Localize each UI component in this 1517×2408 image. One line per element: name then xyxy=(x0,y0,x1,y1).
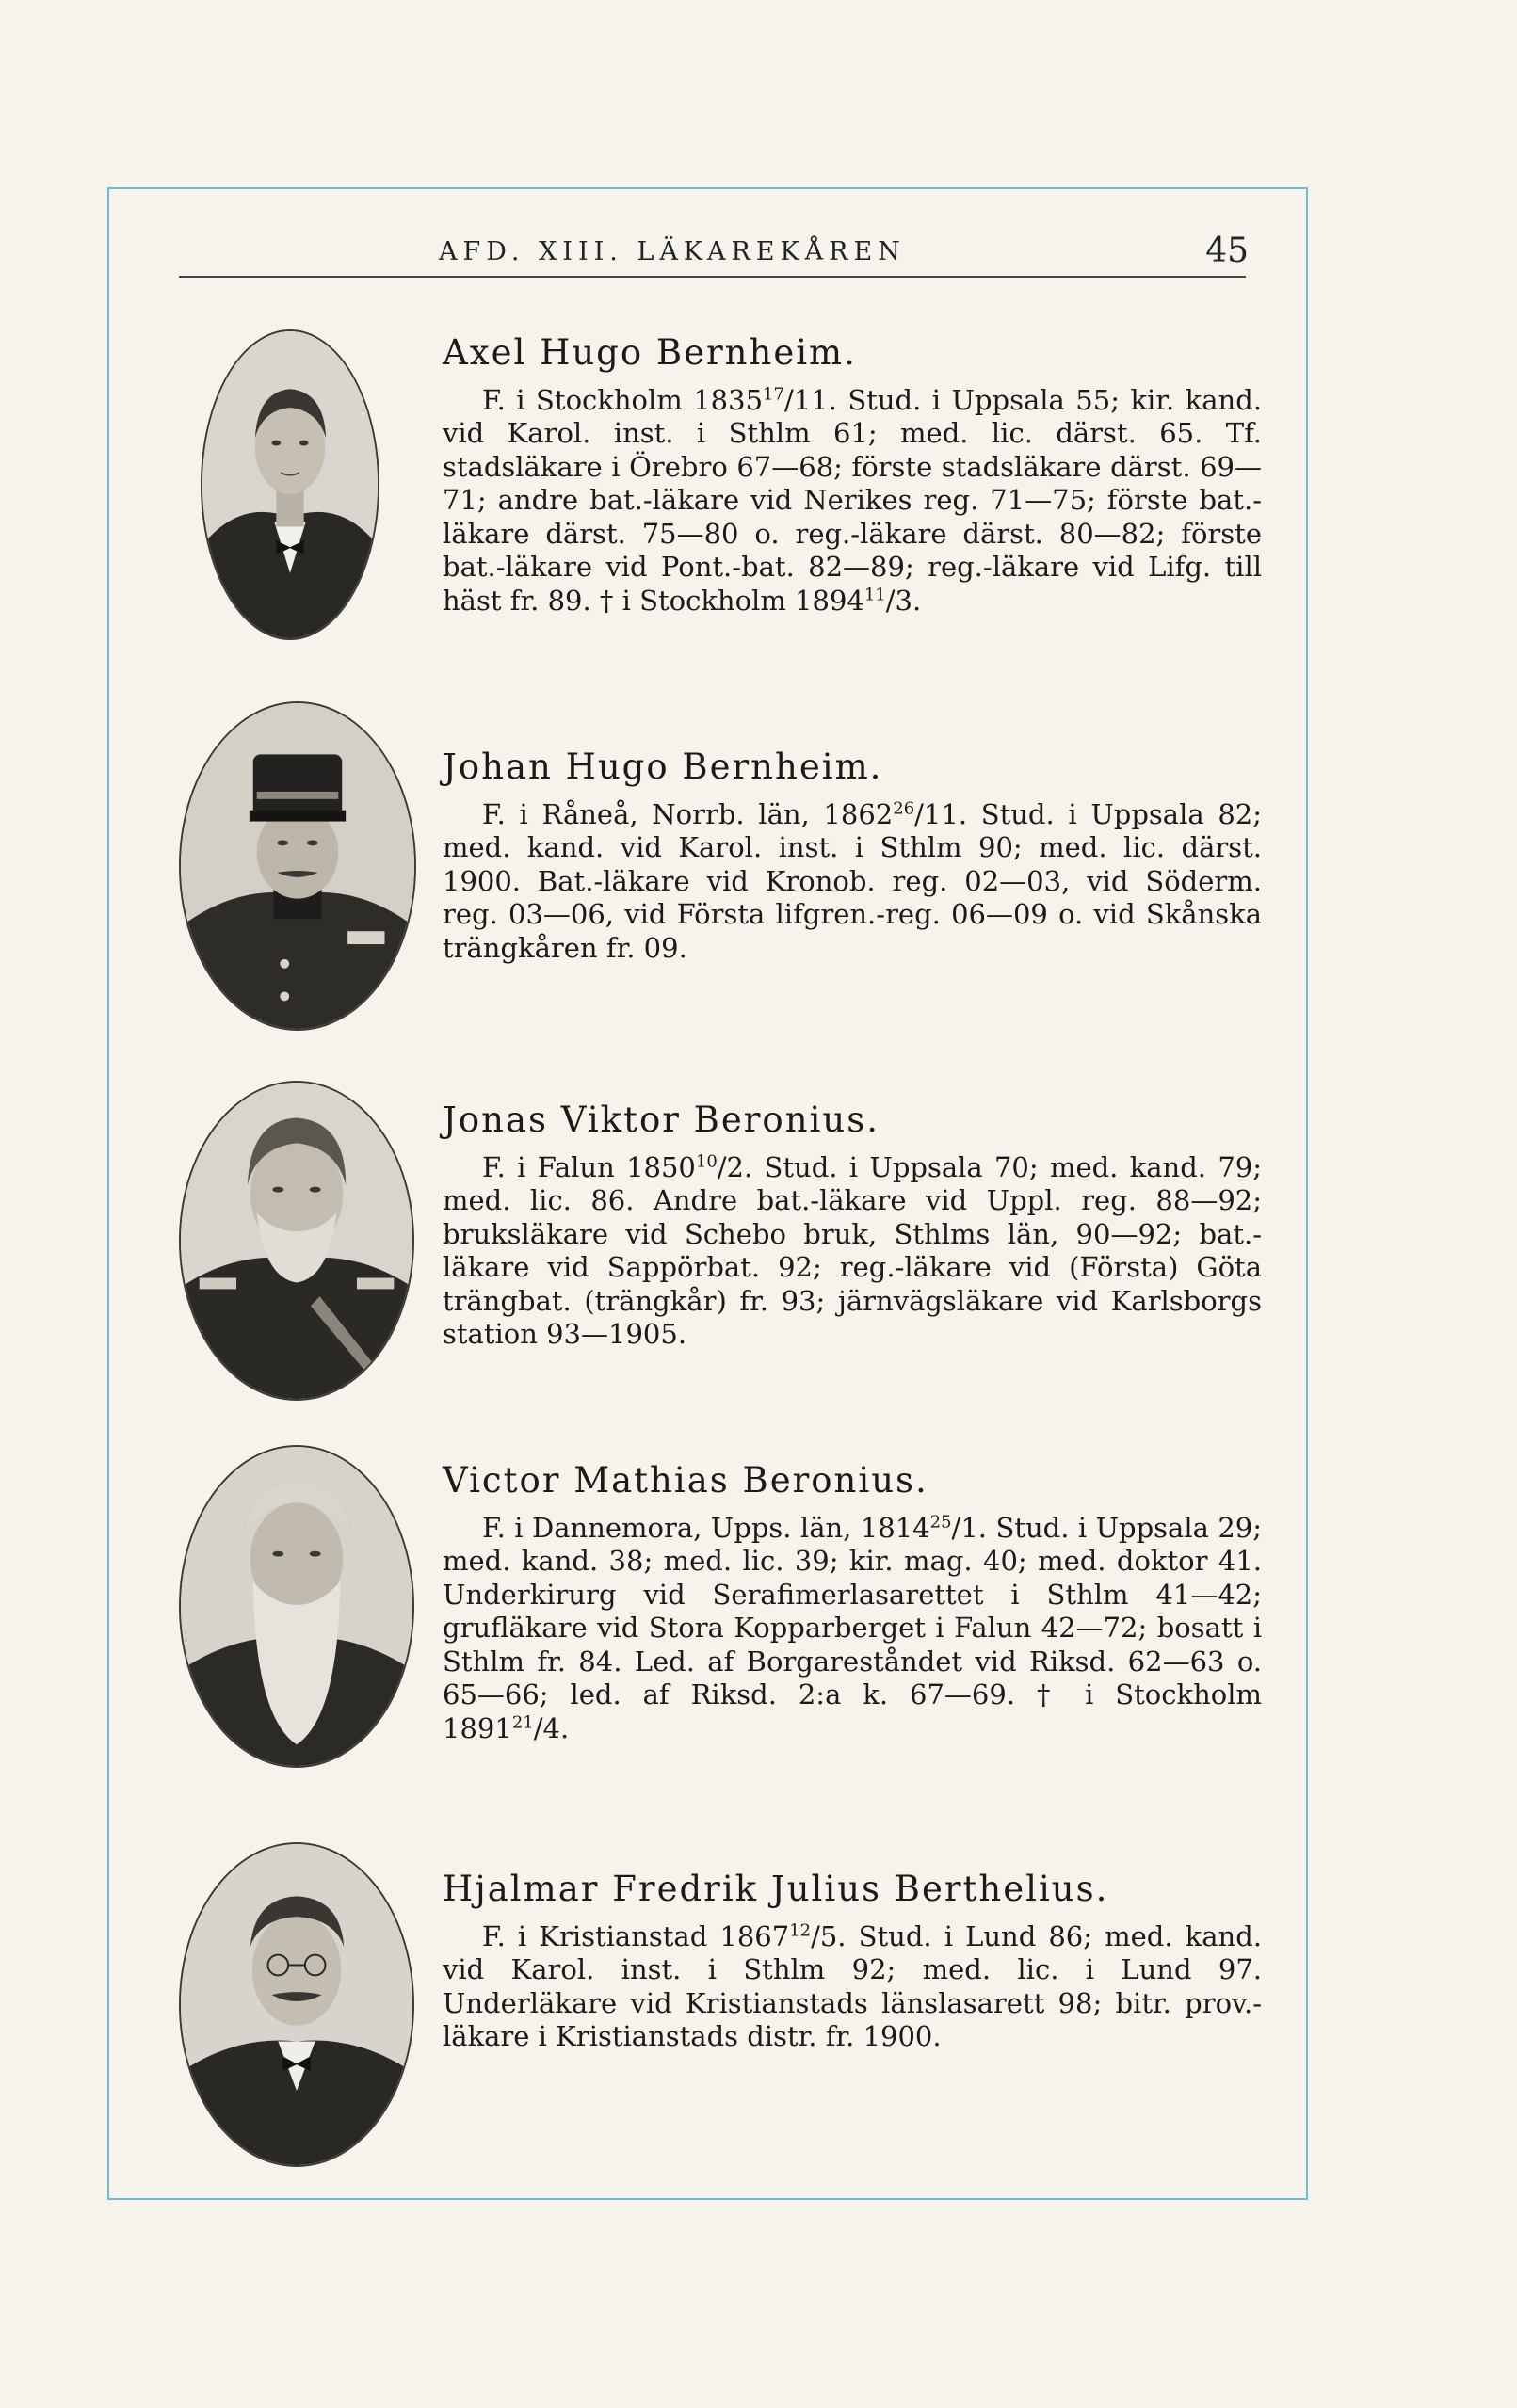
entry-biography: F. i Falun 1850$^{10}$/2. Stud. i Uppsala 70; med. kand. 79; med. lic. 86. Andre bat.-läkare vid Uppl. reg. 88—92; bruksläkare vid Schebo bruk, Sthlms län, 90—92; bat.-läkare vid Sappörbat. 92; reg.-läkare vid (Första) Göta trängbat. (trängkår) fr. 93; järnvägsläkare vid Karlsborgs station 93—1905. xyxy=(443,1150,1262,1351)
entry-name: Victor Mathias Beronius. xyxy=(443,1460,928,1501)
entry-name: Jonas Viktor Beronius. xyxy=(443,1100,880,1140)
running-head xyxy=(439,232,1249,277)
portrait-image xyxy=(201,329,379,640)
entry-name: Johan Hugo Bernheim. xyxy=(443,746,883,787)
page-number: 45 xyxy=(1205,232,1249,270)
entry-biography: F. i Dannemora, Upps. län, 1814$^{25}$/1. Stud. i Uppsala 29; med. kand. 38; med. lic. 39; kir. mag. 40; med. doktor 41. Underkirurg vid Serafimerlasarettet i Sthlm 41—42; grufläkare vid Stora Kopparberget i Falun 42—72; bosatt i Sthlm fr. 84. Led. af Borgareståndet vid Riksd. 62—63 o. 65—66; led. af Riksd. 2:a k. 67—69. † i Stockholm 1891$^{21}$/4. xyxy=(443,1511,1263,1744)
running-title: AFD. XIII. LÄKAREKÅREN xyxy=(439,237,906,266)
portrait-image xyxy=(179,701,416,1031)
portrait-image xyxy=(179,1081,414,1401)
entry-biography: F. i Råneå, Norrb. län, 1862$^{26}$/11. Stud. i Uppsala 82; med. kand. vid Karol. inst. i Sthlm 90; med. lic. därst. 1900. Bat.-läkare vid Kronob. reg. 02—03, vid Söderm. reg. 03—06, vid Första lifgren.-reg. 06—09 o. vid Skånska trängkåren fr. 09. xyxy=(443,797,1262,964)
entry-name: Axel Hugo Bernheim. xyxy=(443,332,857,373)
entry-biography: F. i Stockholm 1835$^{17}$/11. Stud. i Uppsala 55; kir. kand. vid Karol. inst. i Sthlm 61; med. lic. därst. 65. Tf. stadsläkare i Örebro 67—68; förste stadsläkare därst. 69—71; andre bat.-läkare vid Nerikes reg. 71—75; förste bat.-läkare därst. 75—80 o. reg.-läkare därst. 80—82; förste bat.-läkare vid Pont.-bat. 82—89; reg.-läkare vid Lifg. till häst fr. 89. † i Stockholm 1894$^{11}$/3. xyxy=(443,383,1263,617)
entry-name: Hjalmar Fredrik Julius Berthelius. xyxy=(443,1869,1109,1909)
header-rule xyxy=(179,276,1246,278)
entry-biography: F. i Kristianstad 1867$^{12}$/5. Stud. i Lund 86; med. kand. vid Karol. inst. i Sthlm 92; med. lic. i Lund 97. Underläkare vid Kristianstads länslasarett 98; bitr. prov.-läkare i Kristianstads distr. fr. 1900. xyxy=(443,1919,1262,2053)
portrait-image xyxy=(179,1445,414,1768)
portrait-image xyxy=(179,1842,414,2167)
